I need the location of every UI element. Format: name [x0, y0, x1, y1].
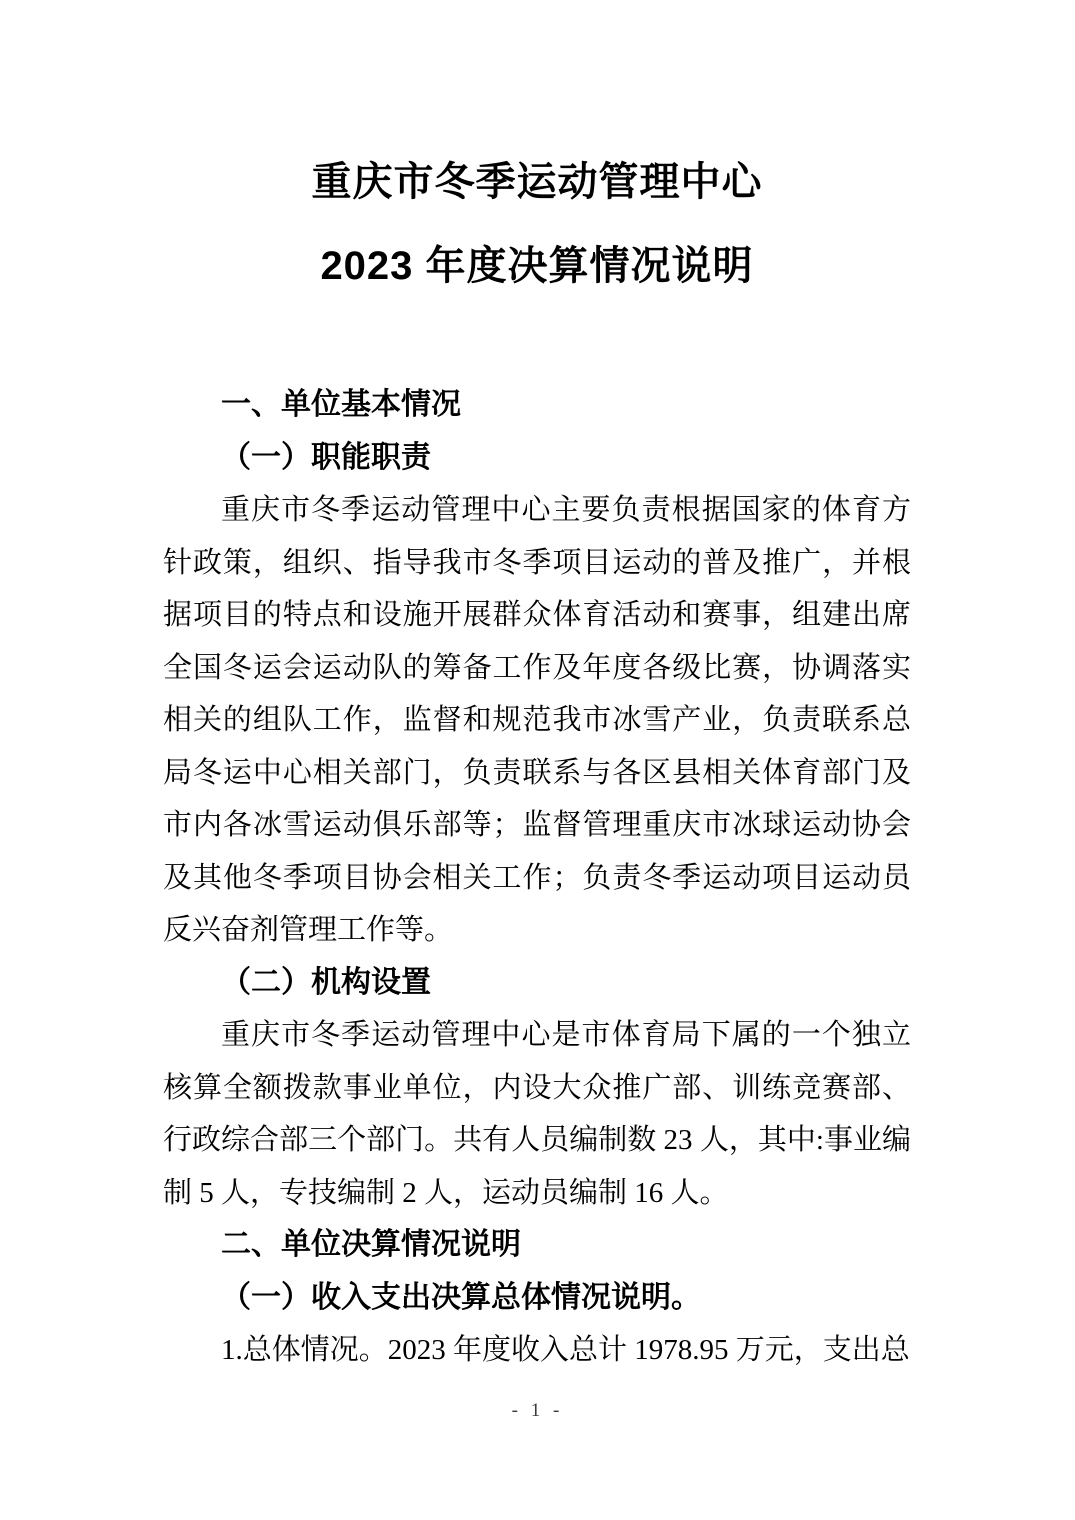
section2-paragraph1: 1.总体情况。2023 年度收入总计 1978.95 万元，支出总 — [221, 1334, 910, 1366]
page-number: - 1 - — [511, 1400, 564, 1421]
section1-sub1-heading: （一）职能职责 — [221, 440, 431, 474]
section1-heading: 一、单位基本情况 — [221, 388, 461, 421]
section1-paragraph1: 重庆市冬季运动管理中心主要负责根据国家的体育方针政策，组织、指导我市冬季项目运动的普及推广，并根据项目的特点和设施开展群众体育活动和赛事，组建出席全国冬运会运动队的筹备工作及年度各级比赛，协调落实相关的组队工作，监督和规范我市冰雪产业，负责联系总局冬运中心相关部门，负责联系与各区县相关体育部门及市内各冰雪运动俱乐部等；监督管理重庆市冰球运动协会及其他冬季项目协会相关工作；负责冬季运动项目运动员反兴奋剂管理工作等。 — [163, 494, 911, 946]
section1-paragraph2: 重庆市冬季运动管理中心是市体育局下属的一个独立核算全额拨款事业单位，内设大众推广部、训练竞赛部、行政综合部三个部门。共有人员编制数 23 人，其中:事业编制 5 人，专技编制 2 人，运动员编制 16 人。 — [163, 1019, 911, 1209]
document-title-line1: 重庆市冬季运动管理中心 — [311, 160, 763, 204]
document-content — [163, 0, 911, 1366]
document-title-line2: 2023 年度决算情况说明 — [320, 244, 754, 288]
document-body — [163, 379, 911, 1377]
title-block — [163, 160, 911, 288]
section1-sub2-heading: （二）机构设置 — [221, 965, 431, 999]
section2-heading: 二、单位决算情况说明 — [221, 1228, 521, 1261]
section2-sub1-heading: （一）收入支出决算总体情况说明。 — [221, 1280, 701, 1314]
